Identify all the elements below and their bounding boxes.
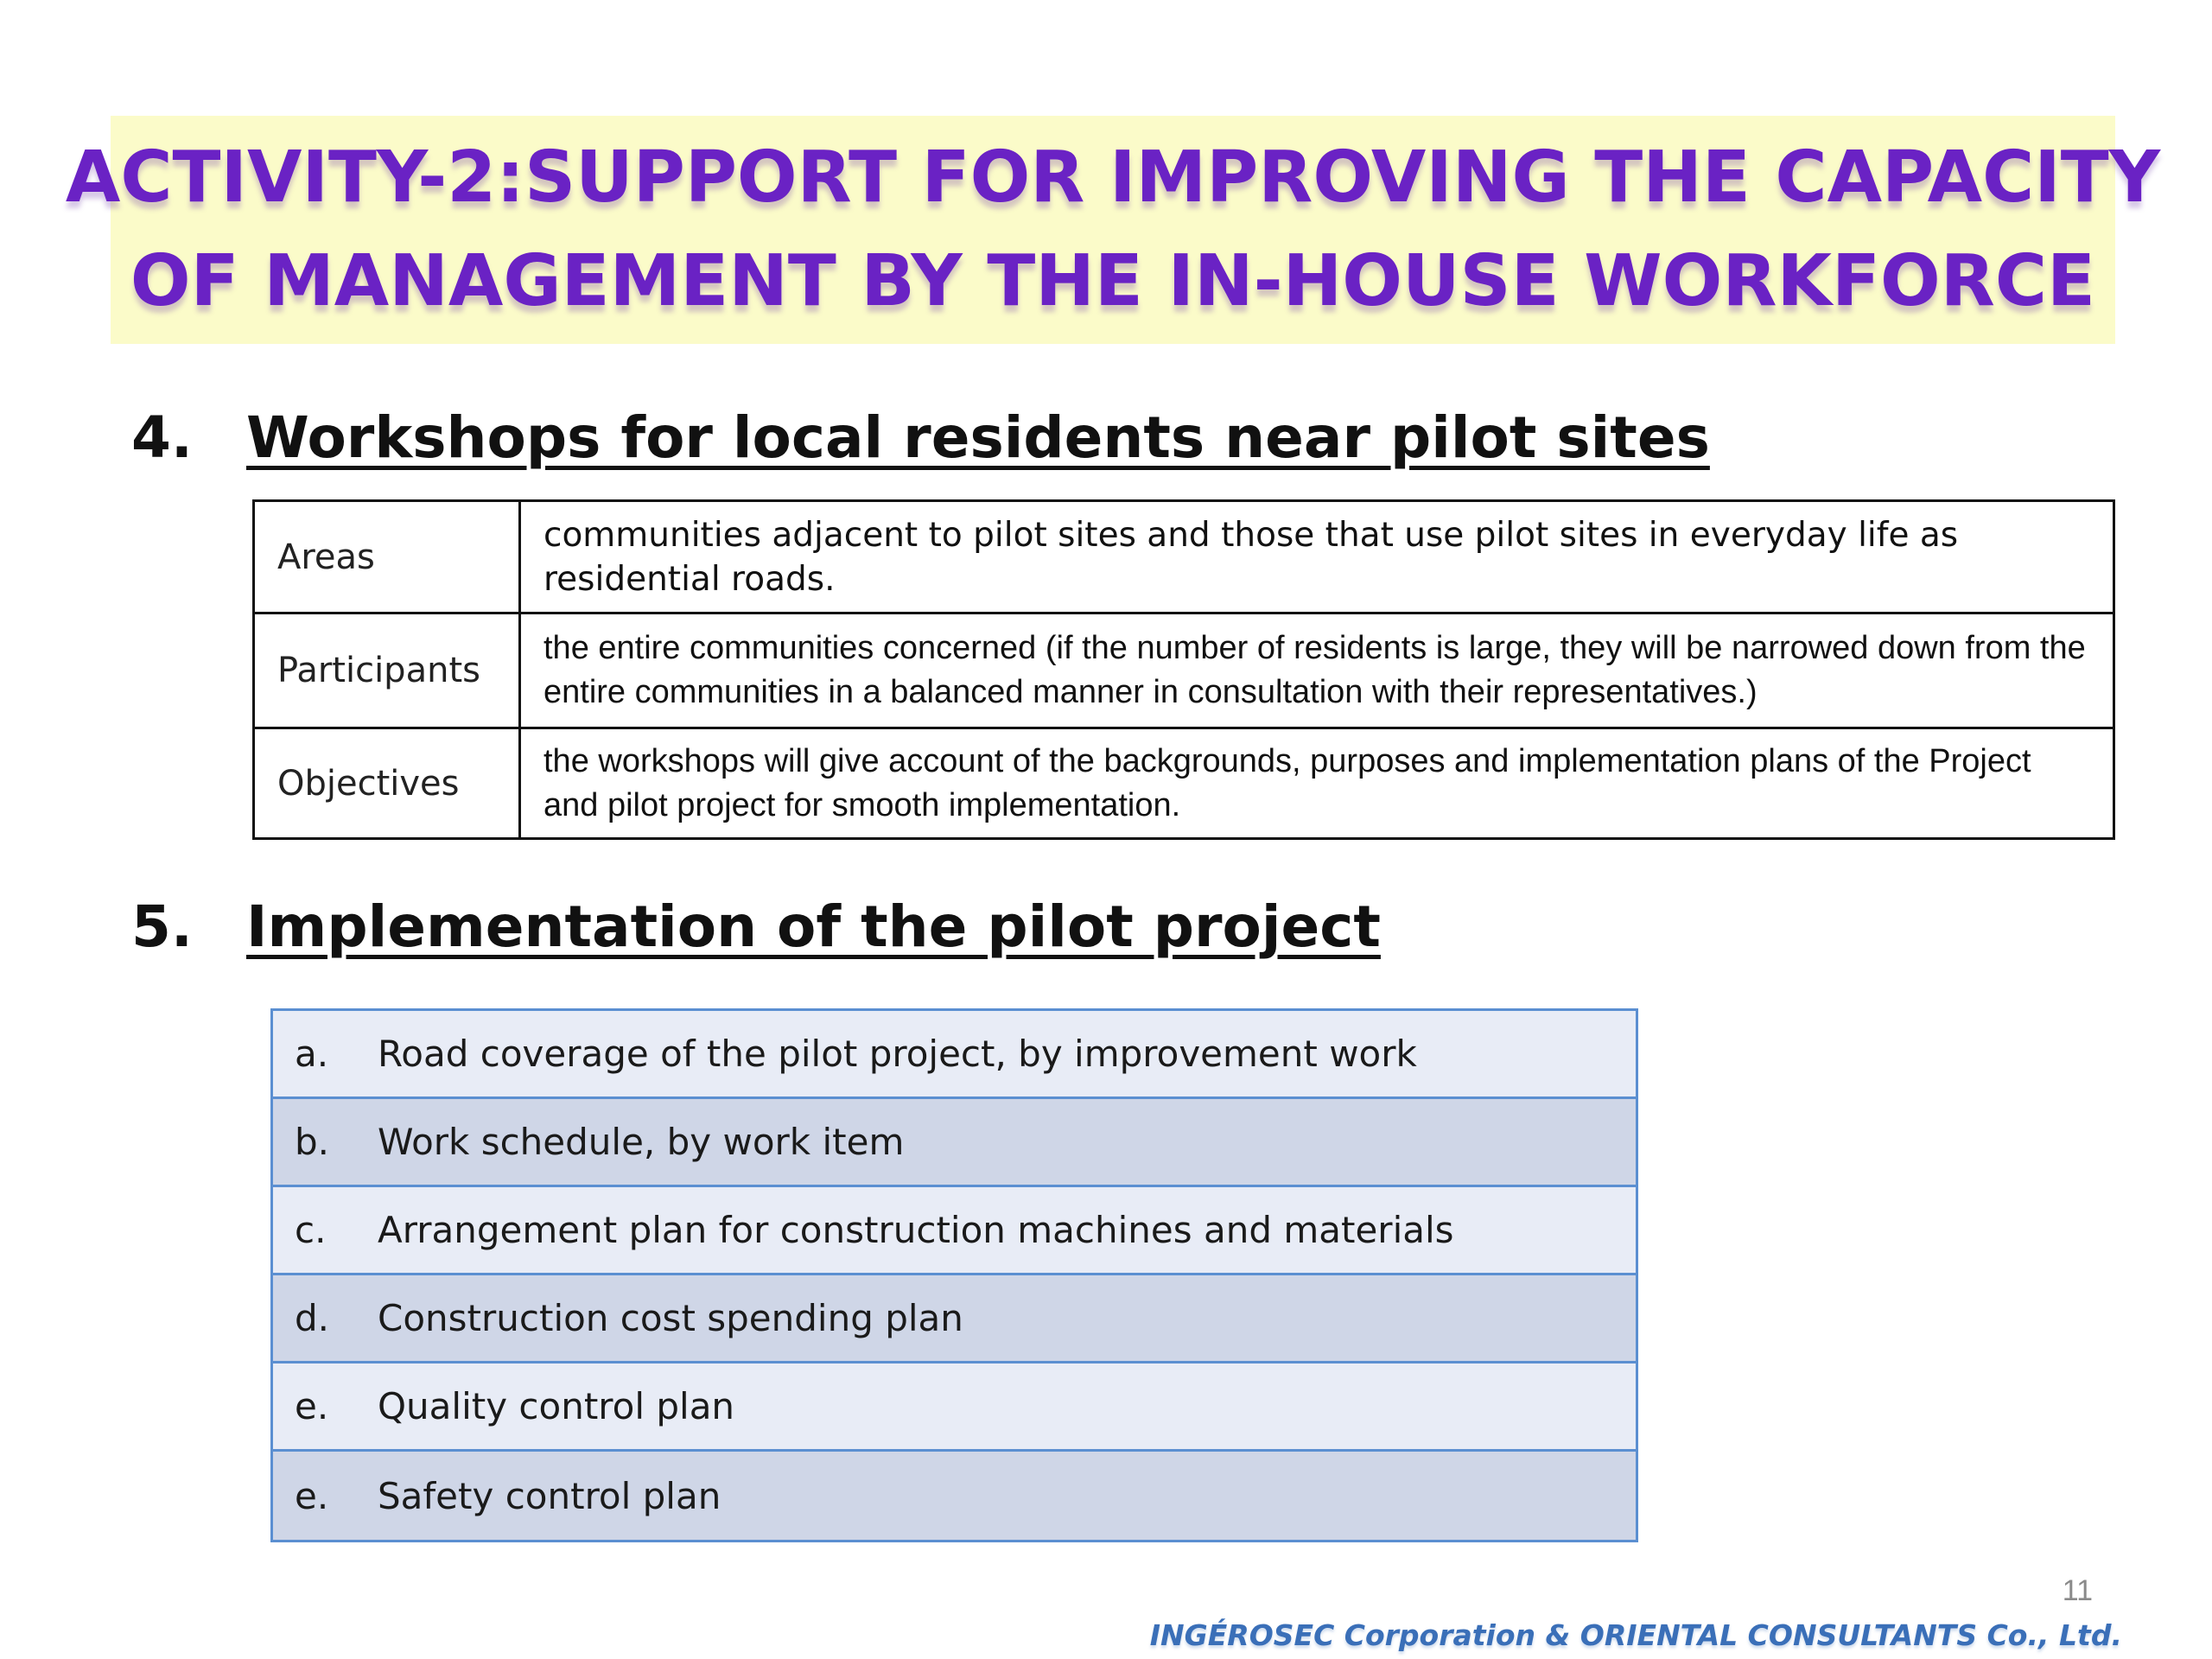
table-row-objectives: [254, 728, 2114, 839]
section-4-heading: [131, 404, 1710, 471]
list-item: [273, 1099, 1636, 1187]
page-number: 11: [2062, 1574, 2093, 1607]
list-item: [273, 1275, 1636, 1363]
list-item-letter: a.: [295, 1033, 329, 1075]
list-item: [273, 1011, 1636, 1099]
list-item: [273, 1187, 1636, 1275]
row-label-objectives: Objectives: [254, 728, 520, 839]
row-value-participants: the entire communities concerned (if the number of residents is large, they will be narrowed down from the entire communities in a balanced manner in consultation with their representatives.): [520, 613, 2114, 728]
list-item-letter: d.: [295, 1297, 330, 1339]
section-5-number: 5.: [131, 893, 193, 960]
list-item-text: Quality control plan: [378, 1385, 735, 1427]
list-item-text: Construction cost spending plan: [378, 1297, 963, 1339]
list-item-text: Safety control plan: [378, 1474, 721, 1517]
list-item: [273, 1452, 1636, 1540]
title-line-2: OF MANAGEMENT BY THE IN-HOUSE WORKFORCE: [130, 240, 2096, 322]
table-row-areas: [254, 501, 2114, 613]
section-5-title: Implementation of the pilot project: [246, 893, 1381, 960]
list-item-text: Road coverage of the pilot project, by improvement work: [378, 1033, 1417, 1075]
row-label-areas: Areas: [254, 501, 520, 613]
row-label-participants: Participants: [254, 613, 520, 728]
workshop-info-table: [252, 499, 2115, 840]
list-item-letter: c.: [295, 1209, 327, 1251]
list-item: [273, 1363, 1636, 1452]
pilot-project-list: [270, 1008, 1638, 1542]
list-item-letter: e.: [295, 1474, 329, 1517]
footer-company: INGÉROSEC Corporation & ORIENTAL CONSULTANTS Co., Ltd.: [1149, 1618, 2122, 1652]
row-value-objectives: the workshops will give account of the backgrounds, purposes and implementation plans of the Project and pilot project for smooth implementation.: [520, 728, 2114, 839]
list-item-letter: e.: [295, 1385, 329, 1427]
row-value-areas: communities adjacent to pilot sites and those that use pilot sites in everyday life as residential roads.: [520, 501, 2114, 613]
section-5-heading: [131, 893, 1381, 960]
section-4-title: Workshops for local residents near pilot sites: [246, 404, 1710, 471]
section-4-number: 4.: [131, 404, 193, 471]
list-item-text: Work schedule, by work item: [378, 1121, 905, 1163]
list-item-text: Arrangement plan for construction machines and materials: [378, 1209, 1454, 1251]
list-item-letter: b.: [295, 1121, 330, 1163]
title-line-1: ACTIVITY-2:SUPPORT FOR IMPROVING THE CAPACITY: [65, 137, 2161, 219]
title-banner: [65, 116, 2161, 344]
table-row-participants: [254, 613, 2114, 728]
